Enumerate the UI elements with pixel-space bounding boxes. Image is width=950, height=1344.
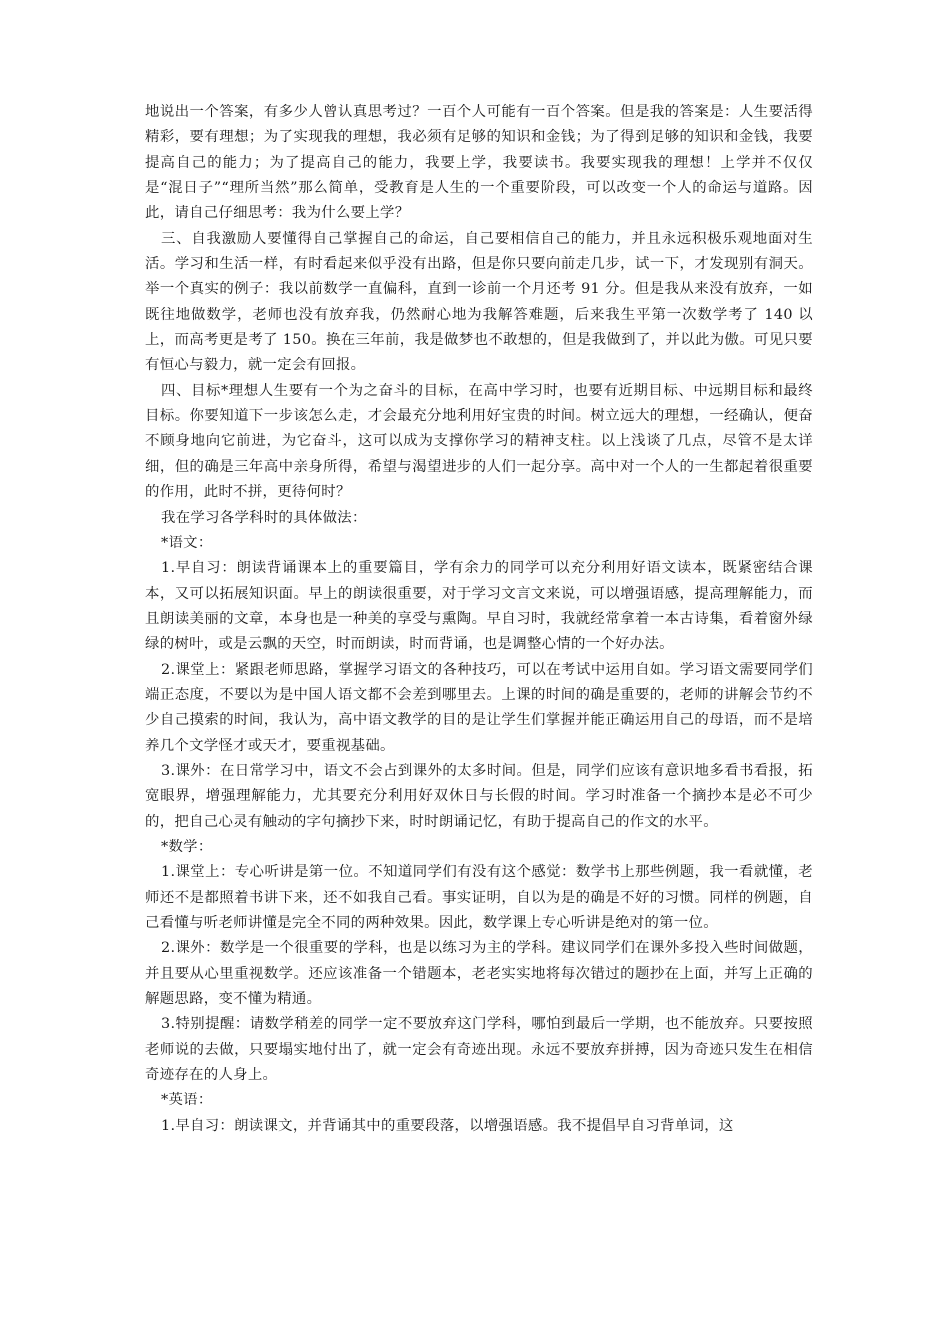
section-heading-english: *英语： [161, 1092, 213, 1109]
paragraph-chinese-class: 2.课堂上：紧跟老师思路，掌握学习语文的各种技巧，可以在考试中运用自如。学习语文需要同学们端正态度，不要以为是中国人语文都不会差到哪里去。上课的时间的确是重要的，老师的讲解会节约不少自己摸索的时间，我认为，高中语文教学的目的是让学生们掌握并能正确运用自己的母语，而不是培养几个文学怪才或天才，要重视基础。 [145, 661, 813, 754]
paragraph-math-reminder: 3.特别提醒：请数学稍差的同学一定不要放弃这门学科，哪怕到最后一学期，也不能放弃。只要按照老师说的去做，只要塌实地付出了，就一定会有奇迹出现。永远不要放弃拼搏，因为奇迹只发生在相信奇迹存在的人身上。 [145, 1016, 813, 1084]
paragraph-goals: 四、目标*理想人生要有一个为之奋斗的目标，在高中学习时，也要有近期目标、中远期目标和最终目标。你要知道下一步该怎么走，才会最充分地利用好宝贵的时间。树立远大的理想，一经确认，便奋不顾身地向它前进，为它奋斗，这可以成为支撑你学习的精神支柱。以上浅谈了几点，尽管不是太详细，但的确是三年高中亲身所得，希望与渴望进步的人们一起分享。高中对一个人的一生都起着很重要的作用，此时不拼，更待何时？ [145, 382, 813, 501]
paragraph-math-extracurricular: 2.课外：数学是一个很重要的学科，也是以练习为主的学科。建议同学们在课外多投入些时间做题，并且要从心里重视数学。还应该准备一个错题本，老老实实地将每次错过的题抄在上面，并写上正确的解题思路，变不懂为精通。 [145, 940, 813, 1008]
paragraph-why-study: 地说出一个答案，有多少人曾认真思考过？一百个人可能有一百个答案。但是我的答案是：人生要活得精彩，要有理想；为了实现我的理想，我必须有足够的知识和金钱；为了得到足够的知识和金钱，我要提高自己的能力；为了提高自己的能力，我要上学，我要读书。我要实现我的理想！上学并不仅仅是“混日子”“理所当然”那么简单，受教育是人生的一个重要阶段，可以改变一个人的命运与道路。因此，请自己仔细思考：我为什么要上学？ [145, 104, 813, 222]
paragraph-subjects-intro: 我在学习各学科时的具体做法： [161, 509, 367, 526]
paragraph-math-class: 1.课堂上：专心听讲是第一位。不知道同学们有没有这个感觉：数学书上那些例题，我一看就懂，老师还不是都照着书讲下来，还不如我自己看。事实证明，自以为是的确是不好的习惯。同样的例题，自己看懂与听老师讲懂是完全不同的两种效果。因此，数学课上专心听讲是绝对的第一位。 [145, 864, 813, 931]
document-body [145, 100, 813, 1139]
section-heading-chinese: *语文： [161, 534, 213, 551]
paragraph-chinese-extracurricular: 3.课外：在日常学习中，语文不会占到课外的太多时间。但是，同学们应该有意识地多看书看报，拓宽眼界，增强理解能力，尤其要充分利用好双休日与长假的时间。学习时准备一个摘抄本是必不可少的，把自己心灵有触动的字句摘抄下来，时时朗诵记忆，有助于提高自己的作文的水平。 [145, 762, 813, 830]
paragraph-self-motivation: 三、自我激励人要懂得自己掌握自己的命运，自己要相信自己的能力，并且永远积极乐观地面对生活。学习和生活一样，有时看起来似乎没有出路，但是你只要向前走几步，试一下，才发现别有洞天。举一个真实的例子：我以前数学一直偏科，直到一诊前一个月还考 91 分。但是我从来没有放弃，一如既往地做数学，老师也没有放弃我，仍然耐心地为我解答难题，后来我生平第一次数学考了 140 以上，而高考更是考了 150。换在三年前，我是做梦也不敢想的，但是我做到了，并以此为傲。可见只要有恒心与毅力，就一定会有回报。 [145, 230, 813, 374]
paragraph-english-morning: 1.早自习：朗读课文，并背诵其中的重要段落，以增强语感。我不提倡早自习背单词，这 [161, 1117, 734, 1134]
paragraph-chinese-morning: 1.早自习：朗读背诵课本上的重要篇目，学有余力的同学可以充分利用好语文读本，既紧密结合课本，又可以拓展知识面。早上的朗读很重要，对于学习文言文来说，可以增强语感，提高理解能力，而且朗读美丽的文章，本身也是一种美的享受与熏陶。早自习时，我就经常拿着一本古诗集，看着窗外绿绿的树叶，或是云飘的天空，时而朗读，时而背诵，也是调整心情的一个好办法。 [145, 560, 813, 653]
section-heading-math: *数学： [161, 838, 213, 855]
